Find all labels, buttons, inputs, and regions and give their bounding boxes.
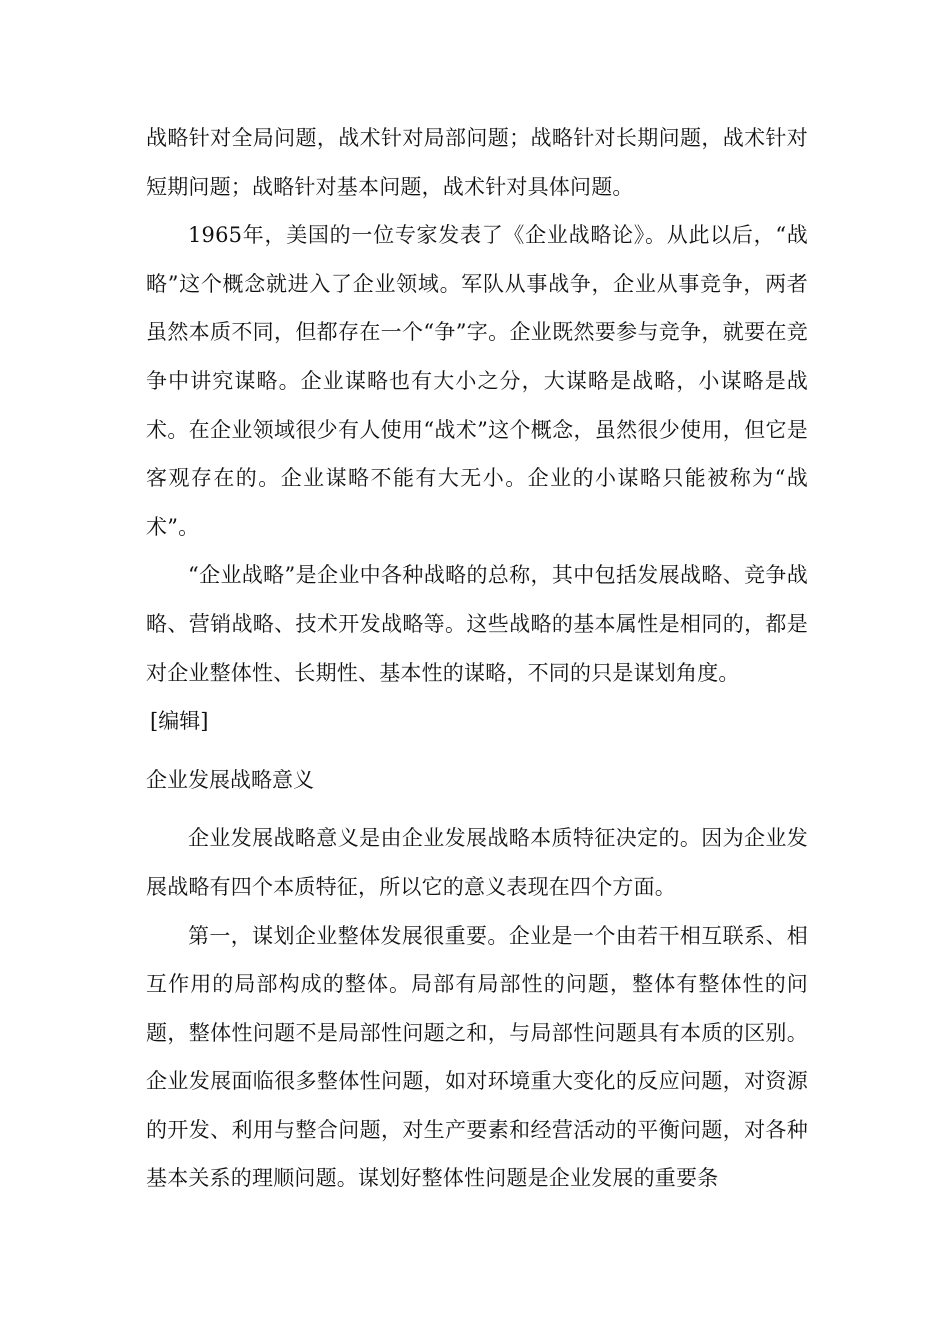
paragraph-significance-intro: 企业发展战略意义是由企业发展战略本质特征决定的。因为企业发展战略有四个本质特征，所以它的意义表现在四个方面。 <box>146 826 808 899</box>
paragraph-enterprise-strategy: “企业战略”是企业中各种战略的总称，其中包括发展战略、竞争战略、营销战略、技术开发战略等。这些战略的基本属性是相同的，都是对企业整体性、长期性、基本性的谋略，不同的只是谋划角度。 <box>146 563 808 685</box>
document-body <box>146 114 808 1203</box>
section-heading: 企业发展战略意义 <box>146 767 314 792</box>
paragraph-strategy-vs-tactics: 战略针对全局问题，战术针对局部问题；战略针对长期问题，战术针对短期问题；战略针对基本问题，战术针对具体问题。 <box>146 126 808 199</box>
paragraph-significance-first: 第一，谋划企业整体发展很重要。企业是一个由若干相互联系、相互作用的局部构成的整体。局部有局部性的问题，整体有整体性的问题，整体性问题不是局部性问题之和，与局部性问题具有本质的区别。企业发展面临很多整体性问题，如对环境重大变化的反应问题，对资源的开发、利用与整合问题，对生产要素和经营活动的平衡问题，对各种基本关系的理顺问题。谋划好整体性问题是企业发展的重要条 <box>146 923 808 1191</box>
edit-link[interactable]: [编辑] <box>150 709 209 734</box>
paragraph-history: 1965年，美国的一位专家发表了《企业战略论》。从此以后，“战略”这个概念就进入了企业领域。军队从事战争，企业从事竞争，两者虽然本质不同，但都存在一个“争”字。企业既然要参与竞争，就要在竞争中讲究谋略。企业谋略也有大小之分，大谋略是战略，小谋略是战术。在企业领域很少有人使用“战术”这个概念，虽然很少使用，但它是客观存在的。企业谋略不能有大无小。企业的小谋略只能被称为“战术”。 <box>146 223 808 539</box>
